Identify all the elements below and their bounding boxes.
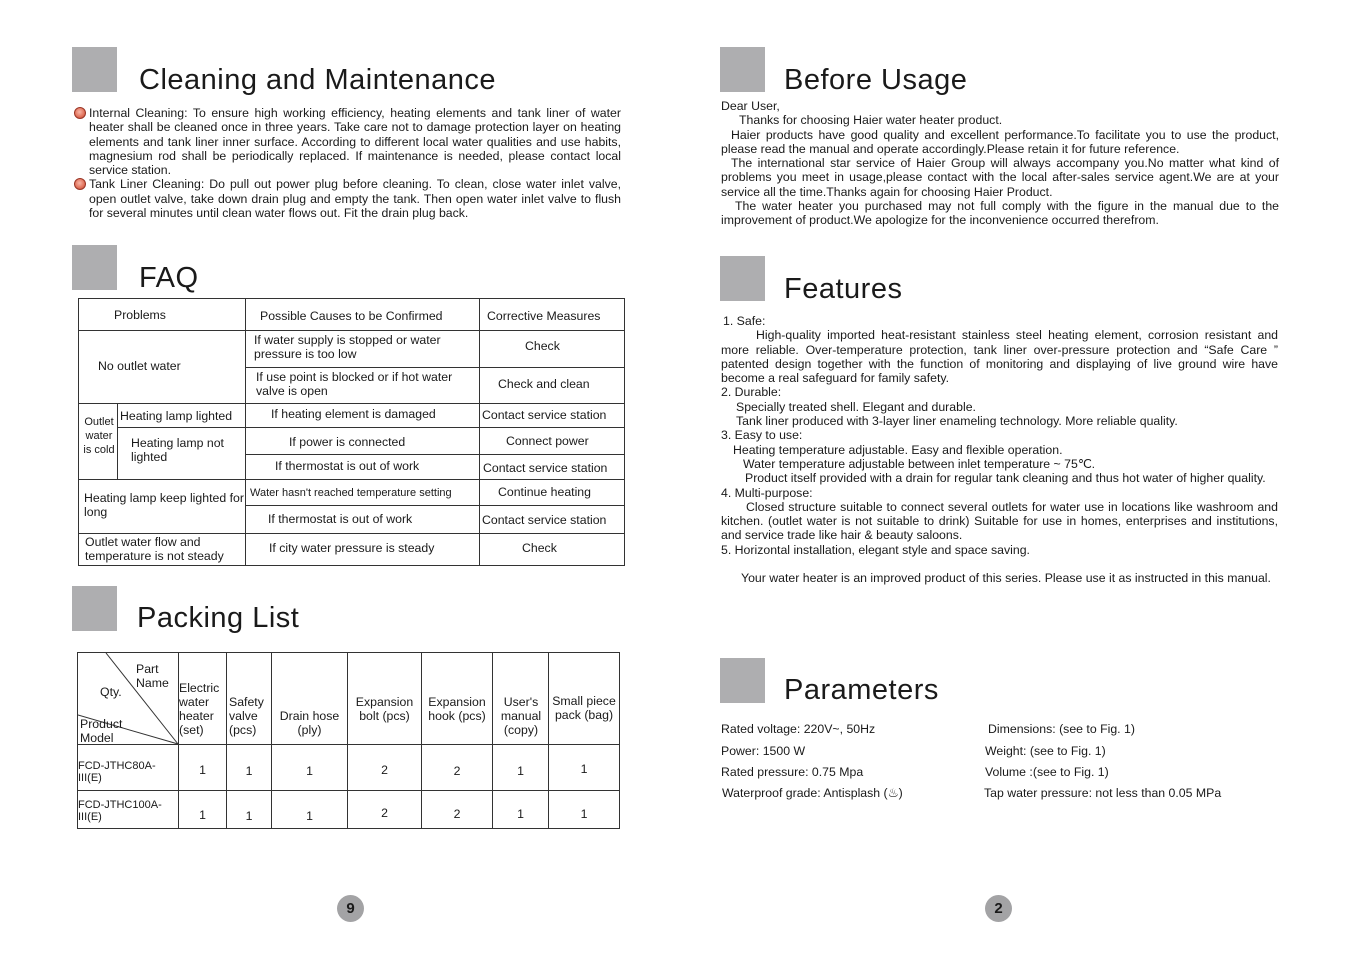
before-usage-text <box>721 99 1279 228</box>
faq-measure: Check <box>525 339 560 353</box>
features-text <box>721 314 1278 585</box>
section-marker-parameters <box>720 658 765 703</box>
feature-3-b: Water temperature adjustable between inlet temperature ~ 75℃. <box>743 456 1096 471</box>
packing-qty: 1 <box>245 764 253 778</box>
faq-problem-lamp-lighted: Heating lamp lighted <box>120 409 233 423</box>
param-power: Power: 1500 W <box>721 744 806 758</box>
packing-qty: 1 <box>306 809 313 823</box>
feature-3-c: Product itself provided with a drain for regular tank cleaning and thus hot water of higher quality. <box>745 471 1266 486</box>
section-marker-faq <box>72 245 117 290</box>
section-marker-cleaning <box>72 47 117 92</box>
section-marker-packing <box>72 586 117 631</box>
corner-product-model: Product Model <box>80 717 123 745</box>
faq-problem-no-outlet: No outlet water <box>98 359 181 373</box>
features-closing: Your water heater is an improved product of this series. Please use it as instructed in this manual. <box>741 571 1271 586</box>
bullet-icon <box>74 107 86 119</box>
packing-model: FCD-JTHC100A-III(E) <box>78 799 162 823</box>
feature-4-title: 4. Multi-purpose: <box>721 485 813 500</box>
section-marker-features <box>720 256 765 301</box>
feature-1-title: 1. Safe: <box>723 314 766 328</box>
faq-cause: If water supply is stopped or water pressure is too low <box>254 333 441 361</box>
cleaning-title: Cleaning and Maintenance <box>139 64 497 96</box>
param-tap-pressure: Tap water pressure: not less than 0.05 MPa <box>984 786 1222 800</box>
packing-qty: 1 <box>199 808 206 822</box>
tank-liner-cleaning-text: Tank Liner Cleaning: Do pull out power plug before cleaning. To clean, close water inlet valve, open outlet valve, take down drain plug and empty the tank. Then open water inlet valve to flush for several minutes until clean water flows out. Fit the drain plug back. <box>89 177 621 221</box>
packing-qty: 1 <box>199 763 206 777</box>
before-p2: Haier products have good quality and excellent performance.To facilitate you to use the product, please read the manual and operate accordingly.Please retain it for future reference. <box>721 127 1279 156</box>
faq-problem-not-steady: Outlet water flow and temperature is not steady <box>85 535 224 563</box>
faq-cause: If thermostat is out of work <box>275 459 420 473</box>
packing-qty: 1 <box>306 764 313 778</box>
faq-problem-keep-lighted: Heating lamp keep lighted for long <box>84 491 244 519</box>
packing-model: FCD-JTHC80A-III(E) <box>78 760 156 784</box>
faq-cause: If power is connected <box>289 435 406 449</box>
before-p1: Thanks for choosing Haier water heater product. <box>739 113 1003 128</box>
packing-header: Drain hose (ply) <box>279 709 340 737</box>
packing-qty: 2 <box>381 806 388 820</box>
before-p4: The water heater you purchased may not full comply with the figure in the manual due to the improvement of product.We apologize for the inconvenience occurred therefrom. <box>721 199 1279 228</box>
packing-header: User's manual (copy) <box>500 695 542 737</box>
packing-header: Safety valve (pcs) <box>229 695 264 737</box>
faq-header-measures: Corrective Measures <box>487 309 601 323</box>
packing-qty: 1 <box>517 807 524 821</box>
tank-liner-cleaning-item <box>73 177 621 220</box>
feature-1-text: High-quality imported heat-resistant stainless steel heating element, corrosion resistant and more reliable. Over-temperature protection, tank liner over-pressure protection and “Safe Care ” patented design together with the function of monitoring and displaying of live ground wire have become a real safeguard for family safety. <box>721 328 1278 386</box>
feature-3-title: 3. Easy to use: <box>721 428 803 443</box>
packing-header: Expansion hook (pcs) <box>428 695 486 723</box>
faq-measure: Contact service station <box>482 513 607 527</box>
param-waterproof: Waterproof grade: Antisplash (♨) <box>722 786 903 800</box>
packing-header: Expansion bolt (pcs) <box>355 695 414 723</box>
bullet-icon <box>74 178 86 190</box>
internal-cleaning-item <box>73 106 621 177</box>
param-dimensions: Dimensions: (see to Fig. 1) <box>988 722 1135 736</box>
faq-table <box>78 298 625 566</box>
faq-cause: If thermostat is out of work <box>268 512 413 526</box>
corner-qty: Qty. <box>100 685 122 699</box>
feature-5: 5. Horizontal installation, elegant style and space saving. <box>721 542 1030 557</box>
packing-header: Electric water heater (set) <box>179 681 220 737</box>
faq-measure: Check <box>522 541 557 555</box>
feature-3-a: Heating temperature adjustable. Easy and flexible operation. <box>733 442 1063 457</box>
feature-2-title: 2. Durable: <box>721 385 782 400</box>
faq-cause: Water hasn't reached temperature setting <box>250 487 452 499</box>
before-p3: The international star service of Haier Group will always accompany you.No matter what kind of problems you meet in usage,please contact with the local after-sales service agent.We are at your service all the time.Thanks again for choosing Haier Product. <box>721 156 1279 199</box>
feature-4-text: Closed structure suitable to connect several outlets for water use in locations like washroom and kitchen. (outlet water is not suitable to drink) Suitable for use in homes, enterprises and institutions, and service trade like hair & beauty saloons. <box>721 499 1278 543</box>
param-weight: Weight: (see to Fig. 1) <box>985 744 1106 758</box>
faq-cause: If city water pressure is steady <box>269 541 435 555</box>
faq-measure: Check and clean <box>498 377 590 391</box>
feature-2-b: Tank liner produced with 3-layer liner enameling technology. More reliable quality. <box>736 414 1178 429</box>
packing-qty: 1 <box>245 809 253 823</box>
param-rated-voltage: Rated voltage: 220V~, 50Hz <box>721 722 876 736</box>
faq-measure: Continue heating <box>498 485 591 499</box>
faq-measure: Contact service station <box>482 408 607 422</box>
parameters-title: Parameters <box>784 674 939 706</box>
corner-part-name: Part Name <box>136 662 169 690</box>
param-volume: Volume :(see to Fig. 1) <box>985 765 1109 779</box>
before-usage-title: Before Usage <box>784 64 968 96</box>
faq-problem-lamp-not: Heating lamp not lighted <box>131 436 224 464</box>
page-number-right: 2 <box>985 895 1012 922</box>
packing-table <box>77 652 620 829</box>
faq-header-causes: Possible Causes to be Confirmed <box>260 309 443 323</box>
packing-title: Packing List <box>137 602 300 634</box>
cleaning-text <box>73 106 621 220</box>
page-number-left: 9 <box>337 895 364 922</box>
packing-qty: 2 <box>453 764 461 778</box>
features-title: Features <box>784 273 903 305</box>
packing-qty: 1 <box>517 764 524 778</box>
greeting: Dear User, <box>721 99 780 113</box>
feature-2-a: Specially treated shell. Elegant and durable. <box>736 399 976 414</box>
packing-qty: 2 <box>381 763 388 777</box>
packing-qty: 2 <box>453 807 461 821</box>
faq-measure: Contact service station <box>483 461 608 475</box>
packing-header: Small piece pack (bag) <box>552 694 616 722</box>
internal-cleaning-text: Internal Cleaning: To ensure high working efficiency, heating elements and tank liner of water heater shall be cleaned once in three years. Take care not to damage protection layer on heating elements and tank liner inner surface. According to different local water qualities and use habits, magnesium rod shall be periodically replaced. If maintenance is needed, please contact local service station. <box>89 106 621 178</box>
faq-header-problems: Problems <box>114 308 166 322</box>
section-marker-before-usage <box>720 47 765 92</box>
packing-qty: 1 <box>580 762 588 776</box>
faq-title: FAQ <box>139 262 199 294</box>
packing-qty: 1 <box>580 807 588 821</box>
faq-measure: Connect power <box>506 434 589 448</box>
faq-problem-outlet-cold: Outlet water is cold <box>83 416 115 456</box>
faq-cause: If use point is blocked or if hot water valve is open <box>256 370 453 398</box>
param-rated-pressure: Rated pressure: 0.75 Mpa <box>721 765 864 779</box>
faq-cause: If heating element is damaged <box>271 407 436 421</box>
